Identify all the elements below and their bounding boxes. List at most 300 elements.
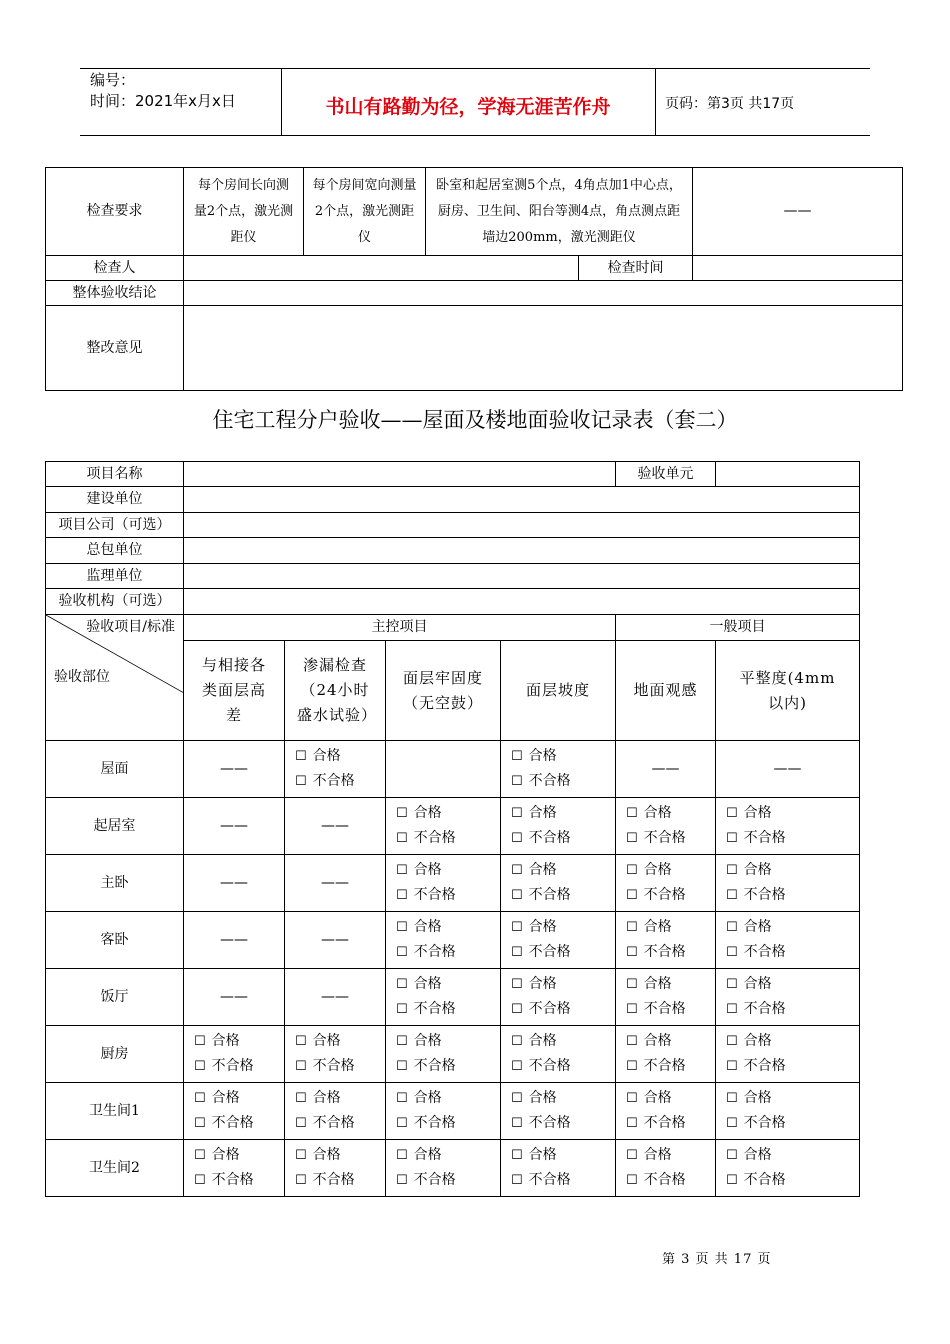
- fail-option[interactable]: [184, 1111, 284, 1136]
- fail-label: 不合格: [743, 944, 786, 960]
- fail-option[interactable]: [501, 1168, 615, 1193]
- pass-label: 合格: [643, 805, 672, 821]
- checkbox-icon[interactable]: ☐: [726, 831, 738, 846]
- fail-option[interactable]: [616, 997, 715, 1022]
- dash-cell: ——: [285, 798, 386, 855]
- dash-cell: ——: [184, 912, 285, 969]
- pass-option[interactable]: [501, 744, 615, 769]
- pass-option[interactable]: [184, 1143, 284, 1168]
- checkbox-icon[interactable]: ☐: [511, 1091, 523, 1106]
- pass-option[interactable]: [501, 858, 615, 883]
- pass-option[interactable]: [285, 1086, 385, 1111]
- checkbox-icon[interactable]: ☐: [726, 945, 738, 960]
- pass-option[interactable]: [716, 858, 859, 883]
- fail-label: 不合格: [312, 773, 355, 789]
- unit-label: 验收单元: [616, 462, 716, 487]
- checkbox-icon[interactable]: ☐: [295, 1034, 307, 1049]
- checkbox-icon[interactable]: ☐: [511, 1034, 523, 1049]
- fail-label: 不合格: [413, 830, 456, 846]
- pass-option[interactable]: [184, 1086, 284, 1111]
- pass-option[interactable]: [386, 915, 500, 940]
- conclusion-field[interactable]: [184, 281, 903, 306]
- general-items-header: 一般项目: [616, 615, 860, 641]
- dash-cell: ——: [184, 798, 285, 855]
- table-row: [46, 969, 860, 1026]
- fail-option[interactable]: [501, 940, 615, 965]
- dash-cell: ——: [716, 741, 860, 798]
- fail-label: 不合格: [211, 1115, 254, 1131]
- checkbox-icon[interactable]: ☐: [726, 1091, 738, 1106]
- pass-label: 合格: [743, 976, 772, 992]
- project-company-label: 项目公司（可选）: [46, 513, 184, 538]
- checkbox-icon[interactable]: ☐: [511, 888, 523, 903]
- checkbox-icon[interactable]: ☐: [511, 1116, 523, 1131]
- fail-label: 不合格: [643, 1115, 686, 1131]
- fail-option[interactable]: [285, 769, 385, 794]
- pass-label: 合格: [643, 862, 672, 878]
- pass-label: 合格: [413, 805, 442, 821]
- fail-option[interactable]: [616, 826, 715, 851]
- dash-cell: ——: [285, 855, 386, 912]
- pass-label: 合格: [643, 976, 672, 992]
- fail-option[interactable]: [184, 1054, 284, 1079]
- checkbox-icon[interactable]: ☐: [511, 774, 523, 789]
- pass-option[interactable]: [616, 1143, 715, 1168]
- checkbox-icon[interactable]: ☐: [626, 1116, 638, 1131]
- fail-option[interactable]: [386, 883, 500, 908]
- checkbox-icon[interactable]: ☐: [295, 1059, 307, 1074]
- row-label: 厨房: [46, 1026, 184, 1083]
- checkbox-icon[interactable]: ☐: [726, 1034, 738, 1049]
- check-cell: [386, 1083, 501, 1140]
- fail-option[interactable]: [501, 997, 615, 1022]
- check-cell: [386, 969, 501, 1026]
- supervisor-field[interactable]: [184, 564, 860, 589]
- fail-option[interactable]: [386, 1054, 500, 1079]
- col-appearance: 地面观感: [616, 641, 716, 741]
- fail-option[interactable]: [285, 1111, 385, 1136]
- table-row: [46, 1140, 860, 1197]
- pass-option[interactable]: [386, 1143, 500, 1168]
- check-cell: [501, 1140, 616, 1197]
- pass-option[interactable]: [716, 1029, 859, 1054]
- fail-option[interactable]: [716, 997, 859, 1022]
- check-cell: [716, 1083, 860, 1140]
- dash-cell: ——: [184, 741, 285, 798]
- check-cell: [501, 1083, 616, 1140]
- fail-option[interactable]: [616, 883, 715, 908]
- check-cell: [386, 798, 501, 855]
- checkbox-icon[interactable]: ☐: [295, 1116, 307, 1131]
- fail-label: 不合格: [312, 1172, 355, 1188]
- fail-label: 不合格: [643, 830, 686, 846]
- check-cell: [716, 855, 860, 912]
- checkbox-icon[interactable]: ☐: [295, 1173, 307, 1188]
- pass-option[interactable]: [285, 1029, 385, 1054]
- row-label: 起居室: [46, 798, 184, 855]
- pass-label: 合格: [413, 1033, 442, 1049]
- col-slope: 面层坡度: [501, 641, 616, 741]
- pass-label: 合格: [743, 919, 772, 935]
- checkbox-icon[interactable]: ☐: [194, 1148, 206, 1163]
- pass-label: 合格: [528, 919, 557, 935]
- pass-option[interactable]: [616, 915, 715, 940]
- check-cell: [501, 855, 616, 912]
- checkbox-icon[interactable]: ☐: [726, 1059, 738, 1074]
- pass-label: 合格: [528, 862, 557, 878]
- project-name-field[interactable]: [184, 462, 616, 487]
- dash-cell: ——: [184, 969, 285, 1026]
- checkbox-icon[interactable]: ☐: [511, 920, 523, 935]
- fail-option[interactable]: [501, 769, 615, 794]
- pass-label: 合格: [528, 748, 557, 764]
- fail-option[interactable]: [716, 1111, 859, 1136]
- corner-bottom-label: 验收部位: [54, 669, 110, 685]
- req-label: 检查要求: [46, 168, 184, 256]
- fail-label: 不合格: [643, 1172, 686, 1188]
- pass-option[interactable]: [501, 1029, 615, 1054]
- checkbox-icon[interactable]: ☐: [626, 1034, 638, 1049]
- pass-label: 合格: [413, 919, 442, 935]
- page-footer: 第 3 页 共 17 页: [662, 1252, 772, 1267]
- unit-field[interactable]: [716, 462, 860, 487]
- checkbox-icon[interactable]: ☐: [626, 1173, 638, 1188]
- checkbox-icon[interactable]: ☐: [726, 977, 738, 992]
- doc-time-label: 时间：2021年x月x日: [90, 92, 236, 110]
- checkbox-icon[interactable]: ☐: [726, 1116, 738, 1131]
- checkbox-icon[interactable]: ☐: [295, 1091, 307, 1106]
- fail-option[interactable]: [616, 940, 715, 965]
- checkbox-icon[interactable]: ☐: [194, 1091, 206, 1106]
- row-label: 卫生间1: [46, 1083, 184, 1140]
- pass-label: 合格: [528, 1033, 557, 1049]
- main-items-header: 主控项目: [184, 615, 616, 641]
- table-row: [46, 912, 860, 969]
- check-cell: [285, 1140, 386, 1197]
- checkbox-icon[interactable]: ☐: [396, 831, 408, 846]
- check-cell: [716, 798, 860, 855]
- pass-label: 合格: [643, 1090, 672, 1106]
- table-row: [46, 855, 860, 912]
- checkbox-icon[interactable]: ☐: [295, 749, 307, 764]
- check-cell: [716, 912, 860, 969]
- pass-option[interactable]: [616, 972, 715, 997]
- acceptance-table: [45, 461, 860, 1197]
- fail-label: 不合格: [528, 1115, 571, 1131]
- agency-label: 验收机构（可选）: [46, 589, 184, 615]
- fail-label: 不合格: [312, 1115, 355, 1131]
- pass-label: 合格: [312, 1147, 341, 1163]
- pass-option[interactable]: [386, 801, 500, 826]
- project-company-field[interactable]: [184, 513, 860, 538]
- pass-label: 合格: [528, 1147, 557, 1163]
- fail-option[interactable]: [386, 1168, 500, 1193]
- col-firmness: 面层牢固度（无空鼓）: [386, 641, 501, 741]
- inspector-label: 检查人: [46, 256, 184, 281]
- pass-option[interactable]: [716, 915, 859, 940]
- checkbox-icon[interactable]: ☐: [396, 1148, 408, 1163]
- fail-label: 不合格: [743, 830, 786, 846]
- fail-label: 不合格: [743, 1058, 786, 1074]
- empty-cell: [386, 741, 501, 798]
- pass-option[interactable]: [716, 1086, 859, 1111]
- fail-label: 不合格: [528, 1058, 571, 1074]
- pass-option[interactable]: [386, 1086, 500, 1111]
- fail-option[interactable]: [501, 1111, 615, 1136]
- fail-label: 不合格: [413, 1058, 456, 1074]
- check-cell: [616, 1140, 716, 1197]
- pass-option[interactable]: [285, 744, 385, 769]
- checkbox-icon[interactable]: ☐: [626, 806, 638, 821]
- checkbox-icon[interactable]: ☐: [626, 831, 638, 846]
- corner-top-label: 验收项目/标准: [86, 619, 175, 635]
- fail-label: 不合格: [528, 944, 571, 960]
- fail-label: 不合格: [743, 887, 786, 903]
- check-cell: [386, 1026, 501, 1083]
- fail-label: 不合格: [643, 887, 686, 903]
- check-cell: [184, 1083, 285, 1140]
- row-label: 饭厅: [46, 969, 184, 1026]
- header-motto: 书山有路勤为径，学海无涯苦作舟: [325, 96, 611, 118]
- pass-label: 合格: [211, 1033, 240, 1049]
- checkbox-icon[interactable]: ☐: [626, 863, 638, 878]
- pass-option[interactable]: [501, 1086, 615, 1111]
- check-cell: [501, 1026, 616, 1083]
- check-cell: [716, 1026, 860, 1083]
- rectify-field[interactable]: [184, 306, 903, 391]
- pass-option[interactable]: [616, 801, 715, 826]
- checkbox-icon[interactable]: ☐: [511, 945, 523, 960]
- checkbox-icon[interactable]: ☐: [511, 1148, 523, 1163]
- checkbox-icon[interactable]: ☐: [396, 1059, 408, 1074]
- table-row: [46, 1083, 860, 1140]
- checkbox-icon[interactable]: ☐: [396, 920, 408, 935]
- checkbox-icon[interactable]: ☐: [396, 1116, 408, 1131]
- row-label: 主卧: [46, 855, 184, 912]
- pass-label: 合格: [643, 1033, 672, 1049]
- fail-option[interactable]: [616, 1111, 715, 1136]
- dash-cell: ——: [616, 741, 716, 798]
- row-label: 屋面: [46, 741, 184, 798]
- checkbox-icon[interactable]: ☐: [194, 1059, 206, 1074]
- checkbox-icon[interactable]: ☐: [396, 1173, 408, 1188]
- check-cell: [386, 855, 501, 912]
- checkbox-icon[interactable]: ☐: [511, 1002, 523, 1017]
- checkbox-icon[interactable]: ☐: [626, 1002, 638, 1017]
- col-height-diff: 与相接各类面层高差: [184, 641, 285, 741]
- header-page-indicator: 页码：第3页 共17页: [665, 96, 795, 112]
- fail-option[interactable]: [386, 826, 500, 851]
- check-cell: [616, 1083, 716, 1140]
- checkbox-icon[interactable]: ☐: [726, 1173, 738, 1188]
- checkbox-icon[interactable]: ☐: [194, 1116, 206, 1131]
- page-title: 住宅工程分户验收——屋面及楼地面验收记录表（套二）: [212, 408, 738, 432]
- builder-field[interactable]: [184, 487, 860, 513]
- checkbox-icon[interactable]: ☐: [626, 1059, 638, 1074]
- checkbox-icon[interactable]: ☐: [726, 920, 738, 935]
- agency-field[interactable]: [184, 589, 860, 615]
- fail-option[interactable]: [716, 883, 859, 908]
- fail-label: 不合格: [528, 1001, 571, 1017]
- fail-option[interactable]: [616, 1168, 715, 1193]
- check-cell: [285, 1083, 386, 1140]
- inspection-table: [45, 167, 903, 391]
- fail-label: 不合格: [528, 1172, 571, 1188]
- req-rooms-cell: 卧室和起居室测5个点，4角点加1中心点，厨房、卫生间、阳台等测4点，角点测点距墙边200mm，激光测距仪: [426, 168, 693, 256]
- fail-option[interactable]: [501, 883, 615, 908]
- fail-label: 不合格: [413, 1115, 456, 1131]
- rectify-label: 整改意见: [46, 306, 184, 391]
- checkbox-icon[interactable]: ☐: [194, 1173, 206, 1188]
- checkbox-icon[interactable]: ☐: [626, 888, 638, 903]
- checkbox-icon[interactable]: ☐: [511, 863, 523, 878]
- pass-option[interactable]: [285, 1143, 385, 1168]
- fail-option[interactable]: [716, 1054, 859, 1079]
- checkbox-icon[interactable]: ☐: [295, 1148, 307, 1163]
- check-cell: [616, 798, 716, 855]
- pass-option[interactable]: [716, 1143, 859, 1168]
- checkbox-icon[interactable]: ☐: [511, 1173, 523, 1188]
- supervisor-label: 监理单位: [46, 564, 184, 589]
- fail-option[interactable]: [386, 940, 500, 965]
- checkbox-icon[interactable]: ☐: [396, 863, 408, 878]
- pass-option[interactable]: [616, 1086, 715, 1111]
- pass-label: 合格: [743, 1033, 772, 1049]
- fail-label: 不合格: [528, 773, 571, 789]
- inspect-time-label: 检查时间: [579, 256, 693, 281]
- checkbox-icon[interactable]: ☐: [396, 1002, 408, 1017]
- fail-label: 不合格: [643, 1001, 686, 1017]
- check-cell: [616, 1026, 716, 1083]
- checkbox-icon[interactable]: ☐: [295, 774, 307, 789]
- table-row: [46, 798, 860, 855]
- pass-option[interactable]: [616, 858, 715, 883]
- fail-label: 不合格: [312, 1058, 355, 1074]
- pass-option[interactable]: [501, 801, 615, 826]
- pass-label: 合格: [413, 1090, 442, 1106]
- pass-label: 合格: [643, 919, 672, 935]
- checkbox-icon[interactable]: ☐: [626, 945, 638, 960]
- check-cell: [616, 969, 716, 1026]
- fail-label: 不合格: [743, 1115, 786, 1131]
- conclusion-label: 整体验收结论: [46, 281, 184, 306]
- pass-option[interactable]: [184, 1029, 284, 1054]
- checkbox-icon[interactable]: ☐: [726, 1148, 738, 1163]
- fail-label: 不合格: [211, 1172, 254, 1188]
- col-flatness: 平整度(4mm以内): [716, 641, 860, 741]
- pass-label: 合格: [312, 748, 341, 764]
- checkbox-icon[interactable]: ☐: [396, 1034, 408, 1049]
- checkbox-icon[interactable]: ☐: [626, 1091, 638, 1106]
- check-cell: [386, 912, 501, 969]
- checkbox-icon[interactable]: ☐: [511, 831, 523, 846]
- pass-option[interactable]: [501, 1143, 615, 1168]
- general-contractor-field[interactable]: [184, 538, 860, 564]
- checkbox-icon[interactable]: ☐: [626, 920, 638, 935]
- fail-label: 不合格: [211, 1058, 254, 1074]
- pass-label: 合格: [528, 805, 557, 821]
- checkbox-icon[interactable]: ☐: [626, 1148, 638, 1163]
- pass-label: 合格: [413, 976, 442, 992]
- fail-option[interactable]: [386, 997, 500, 1022]
- pass-label: 合格: [312, 1033, 341, 1049]
- checkbox-icon[interactable]: ☐: [396, 945, 408, 960]
- check-cell: [184, 1140, 285, 1197]
- check-cell: [716, 1140, 860, 1197]
- checkbox-icon[interactable]: ☐: [511, 1059, 523, 1074]
- pass-option[interactable]: [616, 1029, 715, 1054]
- check-cell: [616, 855, 716, 912]
- fail-option[interactable]: [386, 1111, 500, 1136]
- fail-label: 不合格: [413, 1172, 456, 1188]
- fail-label: 不合格: [643, 944, 686, 960]
- inspector-field[interactable]: [184, 256, 579, 281]
- checkbox-icon[interactable]: ☐: [726, 806, 738, 821]
- pass-label: 合格: [211, 1147, 240, 1163]
- checkbox-icon[interactable]: ☐: [726, 888, 738, 903]
- fail-option[interactable]: [616, 1054, 715, 1079]
- general-contractor-label: 总包单位: [46, 538, 184, 564]
- pass-option[interactable]: [501, 915, 615, 940]
- check-cell: [501, 969, 616, 1026]
- pass-label: 合格: [528, 976, 557, 992]
- fail-option[interactable]: [716, 1168, 859, 1193]
- inspect-time-field[interactable]: [693, 256, 903, 281]
- fail-option[interactable]: [285, 1054, 385, 1079]
- fail-option[interactable]: [285, 1168, 385, 1193]
- pass-option[interactable]: [501, 972, 615, 997]
- pass-label: 合格: [312, 1090, 341, 1106]
- req-wide-cell: 每个房间宽向测量2个点，激光测距仪: [304, 168, 426, 256]
- checkbox-icon[interactable]: ☐: [726, 863, 738, 878]
- checkbox-icon[interactable]: ☐: [396, 1091, 408, 1106]
- table-row: [46, 1026, 860, 1083]
- corner-header: [46, 615, 184, 741]
- fail-option[interactable]: [501, 1054, 615, 1079]
- req-dash-cell: ——: [693, 168, 903, 256]
- fail-label: 不合格: [743, 1172, 786, 1188]
- checkbox-icon[interactable]: ☐: [396, 888, 408, 903]
- check-cell: [501, 741, 616, 798]
- dash-cell: ——: [285, 969, 386, 1026]
- fail-label: 不合格: [643, 1058, 686, 1074]
- pass-label: 合格: [413, 862, 442, 878]
- dash-cell: ——: [285, 912, 386, 969]
- pass-option[interactable]: [716, 972, 859, 997]
- fail-option[interactable]: [501, 826, 615, 851]
- check-cell: [616, 912, 716, 969]
- pass-option[interactable]: [716, 801, 859, 826]
- pass-option[interactable]: [386, 1029, 500, 1054]
- checkbox-icon[interactable]: ☐: [511, 806, 523, 821]
- fail-option[interactable]: [184, 1168, 284, 1193]
- checkbox-icon[interactable]: ☐: [396, 806, 408, 821]
- checkbox-icon[interactable]: ☐: [626, 977, 638, 992]
- checkbox-icon[interactable]: ☐: [396, 977, 408, 992]
- checkbox-icon[interactable]: ☐: [511, 749, 523, 764]
- pass-option[interactable]: [386, 972, 500, 997]
- builder-label: 建设单位: [46, 487, 184, 513]
- fail-option[interactable]: [716, 826, 859, 851]
- pass-label: 合格: [743, 1090, 772, 1106]
- checkbox-icon[interactable]: ☐: [511, 977, 523, 992]
- pass-option[interactable]: [386, 858, 500, 883]
- fail-label: 不合格: [413, 887, 456, 903]
- checkbox-icon[interactable]: ☐: [194, 1034, 206, 1049]
- checkbox-icon[interactable]: ☐: [726, 1002, 738, 1017]
- fail-option[interactable]: [716, 940, 859, 965]
- header-divider: [655, 68, 656, 136]
